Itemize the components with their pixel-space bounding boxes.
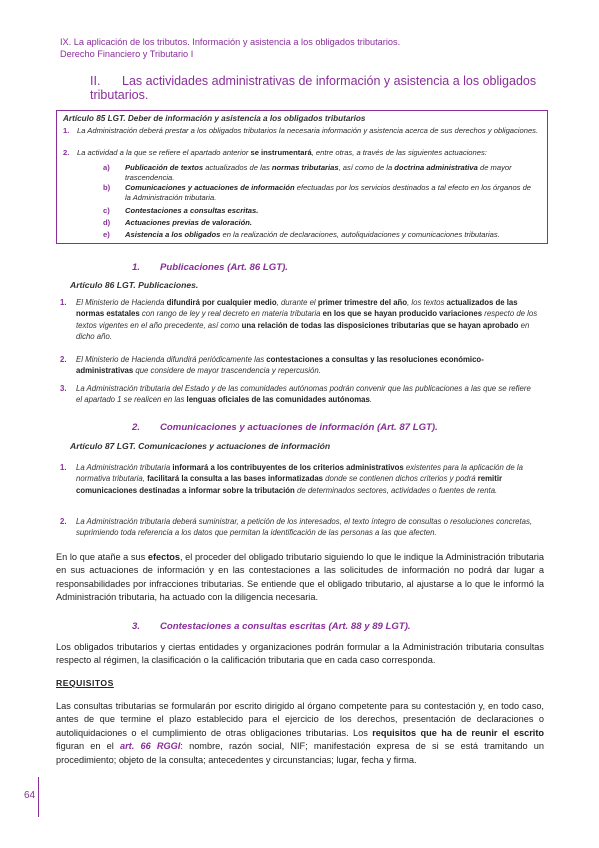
text-run: La Administración tributaria del Estado y de las comunidades autónomas podrán convenir que las publicaciones a las que se refiere el apartado 1 se realicen en las xyxy=(76,384,531,405)
item-text-bold: se instrumentará xyxy=(250,148,312,157)
text-run: donde se contienen dichos criterios y podrá xyxy=(323,474,478,484)
paragraph-number: 1. xyxy=(60,298,67,307)
paragraph-number: 3. xyxy=(60,384,67,393)
text-run: La Administración tributaria deberá suministrar, a petición de los interesados, el texto íntegro de consultas o resoluciones concretas, suprimiendo toda referencia a los datos que permitan la identificación de las personas a las que afecten. xyxy=(76,517,533,538)
section-title: Las actividades administrativas de información y asistencia a los obligados tributarios. xyxy=(90,74,537,102)
text-run: , así como de la xyxy=(338,163,395,172)
bold-run: primer trimestre del año xyxy=(317,298,408,307)
item-number: 2. xyxy=(63,148,70,157)
text-run: , los textos xyxy=(407,298,447,307)
text-run: actualizados de las xyxy=(203,163,272,172)
margin-rule xyxy=(38,777,39,817)
bold-run: en los que se hayan producido variaciones xyxy=(322,309,483,319)
subitem-letter: a) xyxy=(103,163,110,172)
article-87-title: Artículo 87 LGT. Comunicaciones y actuaciones de información xyxy=(70,441,331,451)
article-85-subitem xyxy=(103,183,539,202)
text-run: El Ministerio de Hacienda difundirá periódicamente las xyxy=(76,355,267,364)
bold-run: lenguas oficiales de las comunidades autónomas xyxy=(186,395,370,405)
text-run: en la realización de declaraciones, autoliquidaciones y comunicaciones tributarias. xyxy=(220,230,500,239)
paragraph-text xyxy=(76,298,537,341)
item-number: 1. xyxy=(63,126,70,135)
heading-text: Contestaciones a consultas escritas (Art. 88 y 89 LGT). xyxy=(160,621,411,632)
header-line-1: IX. La aplicación de los tributos. Información y asistencia a los obligados tributarios. xyxy=(60,37,401,47)
item-text: La Administración deberá prestar a los obligados tributarios la necesaria información y asistencia acerca de sus derechos y obligaciones. xyxy=(77,126,539,135)
bold-run: normas tributarias xyxy=(271,163,339,172)
requisitos-label: REQUISITOS xyxy=(56,678,114,688)
item-text-pre: La actividad a la que se refiere el apartado anterior xyxy=(77,148,251,157)
header-line-2: Derecho Financiero y Tributario I xyxy=(60,49,194,59)
bold-run: Asistencia a los obligados xyxy=(125,230,221,239)
heading-number: 2. xyxy=(132,422,141,433)
text-run: efectuadas por los servicios destinados a tal efecto en los órganos de la Administración tributaria. xyxy=(125,183,532,202)
article-85-item-1 xyxy=(63,126,539,136)
text-run: de mayor trascendencia. xyxy=(125,163,512,182)
text-run: El Ministerio de Hacienda xyxy=(76,298,167,307)
bold-run: doctrina administrativa xyxy=(394,163,478,172)
text-run: , el proceder del obligado tributario siguiendo lo que le indique la Administración tributaria en sus actuaciones de información y en las contestaciones a las solicitudes de información no podrá dar lugar a responsabilidades por infracciones tributarias. Se entiende que el obligado tributario, al ajustarse a lo que le informó la Administración tributaria, ha actuado con la diligencia necesaria. xyxy=(56,552,544,603)
subitem-letter: e) xyxy=(103,230,110,239)
heading-publicaciones xyxy=(132,262,288,273)
item-text-post: , entre otras, a través de las siguientes actuaciones: xyxy=(311,148,487,157)
paragraph-number: 2. xyxy=(60,517,67,526)
text-run: , durante el xyxy=(276,298,318,307)
text-run: respecto de los textos vigentes en el año precedente, así como xyxy=(76,309,538,330)
text-run: con rango de ley y real decreto en materia tributaria xyxy=(139,309,323,319)
com-paragraph-2 xyxy=(60,516,538,539)
subitem-letter: d) xyxy=(103,218,111,227)
heading-comunicaciones xyxy=(132,422,438,433)
article-85-item-2 xyxy=(63,148,539,158)
paragraph-text xyxy=(76,463,523,495)
heading-contestaciones xyxy=(132,621,411,632)
paragraph-number: 1. xyxy=(60,463,67,472)
bold-run: facilitará la consulta a las bases informatizadas xyxy=(147,474,324,484)
text-run: Las consultas tributarias se formularán por escrito dirigido al órgano competente para su contestación y, en todo caso, antes de que termine el plazo establecido para el ejercicio de los derechos, presentación de declaraciones o autoliquidaciones o el cumplimiento de otras obligaciones tributarias. Los xyxy=(56,701,544,738)
paragraph-number: 2. xyxy=(60,355,67,364)
text-run: En lo que atañe a sus xyxy=(56,552,148,562)
paragraph-text xyxy=(56,701,544,765)
bold-run: informará a los contribuyentes de los criterios administrativos xyxy=(172,463,404,472)
section-heading xyxy=(90,74,560,102)
bold-run: Contestaciones a consultas escritas. xyxy=(125,206,259,215)
bold-run: una relación de todas las disposiciones tributarias que se hayan aprobado xyxy=(241,320,519,330)
con-body-paragraph: Los obligados tributarios y ciertas entidades y organizaciones podrán formular a la Administración tributaria consultas respecto al régimen, la clasificación o la calificación tributaria que en cada caso corresponda. xyxy=(56,642,544,666)
text-run: en dicho año. xyxy=(76,320,530,342)
pub-paragraph-2 xyxy=(60,354,538,377)
article-85-subitem xyxy=(103,206,539,216)
paragraph-text xyxy=(76,384,531,404)
article-85-subitem xyxy=(103,163,539,182)
com-paragraph-1 xyxy=(60,462,538,496)
bold-run: contestaciones a consultas y las resoluciones económico-administrativas xyxy=(76,355,484,376)
pub-paragraph-3 xyxy=(60,383,538,406)
bold-run: efectos xyxy=(147,552,180,562)
section-number: II. xyxy=(90,74,101,88)
heading-text: Publicaciones (Art. 86 LGT). xyxy=(160,262,288,273)
bold-run: remitir comunicaciones destinadas a informar sobre la tributación xyxy=(76,474,503,495)
bold-run: Comunicaciones y actuaciones de información xyxy=(125,183,295,192)
heading-text: Comunicaciones y actuaciones de información (Art. 87 LGT). xyxy=(160,422,438,433)
text-run: que considere de mayor trascendencia y repercusión. xyxy=(133,366,321,376)
paragraph-text xyxy=(76,355,484,375)
bold-run: requisitos que ha de reunir el escrito xyxy=(372,727,544,738)
bold-run: art. 66 RGGI xyxy=(120,741,181,752)
running-header xyxy=(60,36,400,60)
paragraph-text xyxy=(56,552,544,602)
page-number: 64 xyxy=(24,790,36,801)
text-run: existentes para la aplicación de la normativa tributaria, xyxy=(76,463,523,484)
requisitos-heading xyxy=(56,677,114,688)
bold-run: actualizados de las normas estatales xyxy=(76,298,518,319)
text-run: : nombre, razón social, NIF; manifestación expresa de si se está tramitando un procedimiento; objeto de la consulta; antecedentes y circunstancias; lugar, fecha y firma. xyxy=(56,741,545,765)
requisitos-paragraph xyxy=(56,700,544,767)
article-85-title: Artículo 85 LGT. Deber de información y asistencia a los obligados tributarios xyxy=(63,114,366,123)
subitem-letter: b) xyxy=(103,183,111,192)
text-run: . xyxy=(369,395,372,405)
paragraph-text xyxy=(76,517,532,537)
article-85-box xyxy=(56,110,548,244)
text-run: figuran en el xyxy=(56,741,120,752)
text-run: de determinados sectores, actividades o fuentes de renta. xyxy=(294,485,498,495)
article-85-subitem xyxy=(103,218,539,228)
com-body-paragraph xyxy=(56,551,544,605)
bold-run: Actuaciones previas de valoración. xyxy=(125,218,253,227)
heading-number: 3. xyxy=(132,621,141,632)
article-86-title: Artículo 86 LGT. Publicaciones. xyxy=(70,280,199,290)
text-run: La Administración tributaria xyxy=(76,463,173,472)
heading-number: 1. xyxy=(132,262,141,273)
bold-run: difundirá por cualquier medio xyxy=(166,298,277,307)
bold-run: Publicación de textos xyxy=(125,163,204,172)
subitem-letter: c) xyxy=(103,206,110,215)
pub-paragraph-1 xyxy=(60,297,538,343)
article-85-subitem xyxy=(103,230,539,240)
